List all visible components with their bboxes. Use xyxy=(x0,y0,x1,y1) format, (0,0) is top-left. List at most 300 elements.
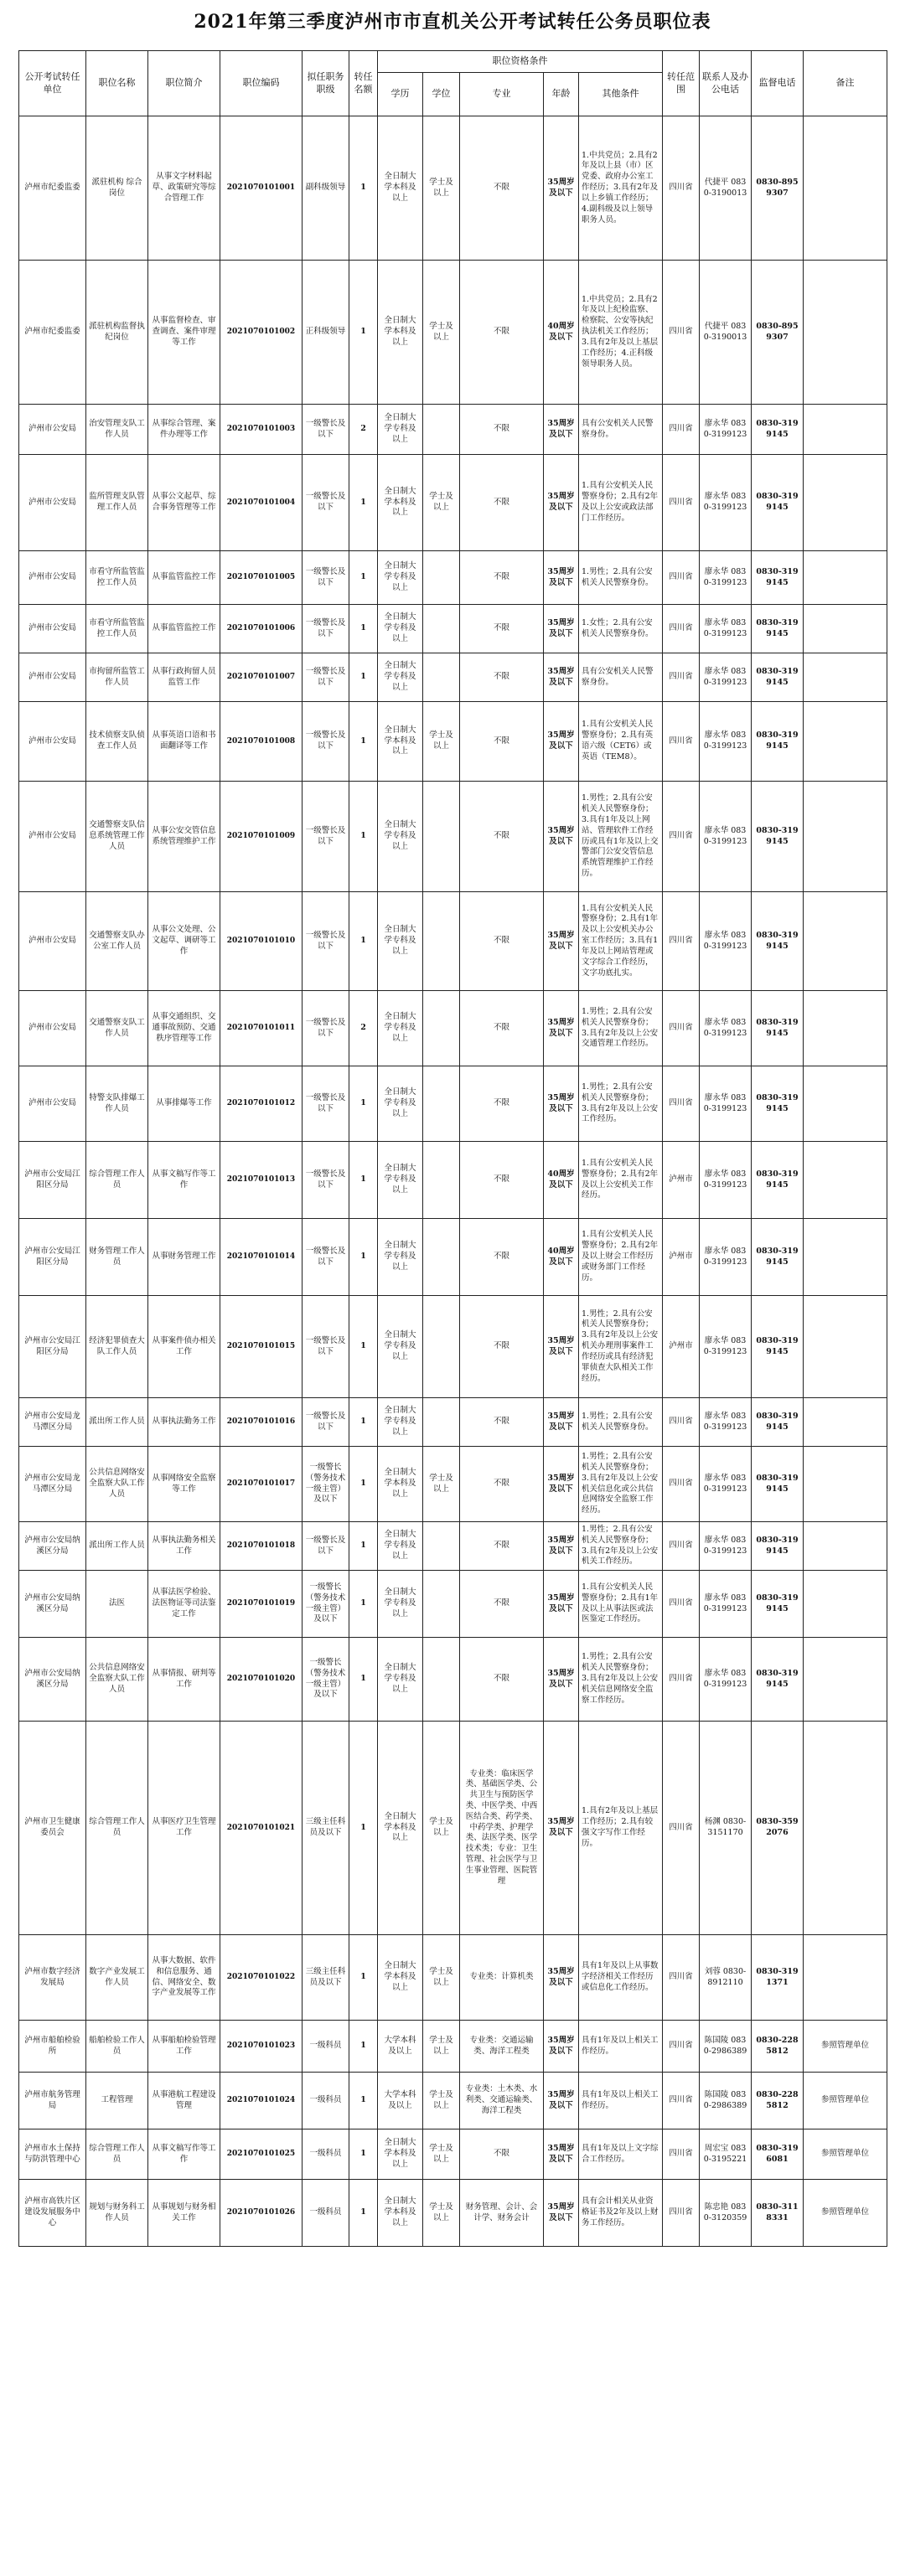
cell-contact: 廖永华 0830-3199123 xyxy=(700,653,752,702)
table-row xyxy=(19,2021,887,2073)
cell-rank: 一级科员 xyxy=(303,2180,349,2247)
cell-code: 2021070101019 xyxy=(220,1571,303,1638)
header-degree: 学位 xyxy=(423,73,460,116)
cell-quota: 1 xyxy=(349,892,378,991)
cell-quota: 1 xyxy=(349,551,378,605)
cell-degree xyxy=(423,782,460,892)
table-row xyxy=(19,892,887,991)
header-unit: 公开考试转任单位 xyxy=(19,51,86,116)
cell-quota: 1 xyxy=(349,261,378,405)
position-table xyxy=(18,50,887,2247)
cell-position-name: 法医 xyxy=(86,1571,148,1638)
cell-remark xyxy=(804,1522,887,1571)
table-row xyxy=(19,702,887,782)
cell-scope: 四川省 xyxy=(663,2073,700,2129)
cell-position-desc: 从事行政拘留人员监管工作 xyxy=(148,653,220,702)
cell-education: 全日制大学本科及以上 xyxy=(378,455,423,551)
cell-quota: 1 xyxy=(349,2021,378,2073)
table-row xyxy=(19,1219,887,1296)
cell-code: 2021070101005 xyxy=(220,551,303,605)
cell-education: 全日制大学本科及以上 xyxy=(378,2180,423,2247)
cell-quota: 1 xyxy=(349,653,378,702)
cell-quota: 1 xyxy=(349,116,378,261)
header-contact: 联系人及办公电话 xyxy=(700,51,752,116)
cell-remark xyxy=(804,1447,887,1522)
cell-education: 大学本科及以上 xyxy=(378,2021,423,2073)
cell-position-name: 综合管理工作人员 xyxy=(86,2129,148,2180)
cell-position-name: 交通警察支队工作人员 xyxy=(86,991,148,1066)
cell-code: 2021070101021 xyxy=(220,1722,303,1935)
cell-contact: 廖永华 0830-3199123 xyxy=(700,1219,752,1296)
cell-position-desc: 从事公文起草、综合事务管理等工作 xyxy=(148,455,220,551)
cell-age: 35周岁及以下 xyxy=(544,1296,579,1398)
cell-contact: 廖永华 0830-3199123 xyxy=(700,551,752,605)
cell-contact: 廖永华 0830-3199123 xyxy=(700,892,752,991)
cell-rank: 一级警长（警务技术一级主管）及以下 xyxy=(303,1447,349,1522)
cell-unit: 泸州市公安局龙马潭区分局 xyxy=(19,1447,86,1522)
cell-major: 专业类：土木类、水利类、交通运输类、海洋工程类 xyxy=(460,2073,544,2129)
cell-age: 35周岁及以下 xyxy=(544,1398,579,1447)
cell-age: 35周岁及以下 xyxy=(544,702,579,782)
cell-position-desc: 从事船舶检验管理工作 xyxy=(148,2021,220,2073)
table-row xyxy=(19,782,887,892)
cell-rank: 一级警长及以下 xyxy=(303,653,349,702)
cell-degree: 学士及以上 xyxy=(423,2073,460,2129)
cell-major: 不限 xyxy=(460,1447,544,1522)
cell-other: 具有1年及以上从事数字经济相关工作经历或信息化工作经历。 xyxy=(579,1935,663,2021)
cell-contact: 陈国陵 0830-2986389 xyxy=(700,2073,752,2129)
cell-quota: 1 xyxy=(349,1447,378,1522)
cell-age: 35周岁及以下 xyxy=(544,1522,579,1571)
cell-position-name: 市看守所监管监控工作人员 xyxy=(86,605,148,653)
cell-unit: 泸州市公安局纳溪区分局 xyxy=(19,1638,86,1722)
cell-rank: 一级警长及以下 xyxy=(303,455,349,551)
cell-position-name: 综合管理工作人员 xyxy=(86,1722,148,1935)
cell-code: 2021070101020 xyxy=(220,1638,303,1722)
cell-contact: 廖永华 0830-3199123 xyxy=(700,702,752,782)
cell-major: 不限 xyxy=(460,1219,544,1296)
table-row xyxy=(19,991,887,1066)
cell-degree: 学士及以上 xyxy=(423,702,460,782)
cell-supervise: 0830-3199145 xyxy=(752,551,804,605)
cell-degree xyxy=(423,1066,460,1142)
cell-major: 不限 xyxy=(460,1571,544,1638)
cell-other: 1.女性；2.具有公安机关人民警察身份。 xyxy=(579,605,663,653)
cell-major: 不限 xyxy=(460,405,544,455)
cell-supervise: 0830-3199145 xyxy=(752,455,804,551)
cell-other: 1.中共党员；2.具有2年及以上纪检监察、检察院、公安等执纪执法机关工作经历；3.具有2年及以上基层工作经历；4.正科级领导职务人员。 xyxy=(579,261,663,405)
cell-rank: 正科级领导 xyxy=(303,261,349,405)
cell-position-name: 公共信息网络安全监察大队工作人员 xyxy=(86,1638,148,1722)
cell-degree xyxy=(423,1398,460,1447)
cell-contact: 代捷平 0830-3190013 xyxy=(700,261,752,405)
cell-other: 1.男性；2.具有公安机关人民警察身份。 xyxy=(579,1398,663,1447)
table-row xyxy=(19,1447,887,1522)
table-row xyxy=(19,1522,887,1571)
cell-contact: 廖永华 0830-3199123 xyxy=(700,1447,752,1522)
cell-education: 全日制大学本科及以上 xyxy=(378,702,423,782)
cell-other: 1.男性；2.具有公安机关人民警察身份；3.具有2年及以上公安机关信息网络安全监察工作经历。 xyxy=(579,1638,663,1722)
cell-position-name: 数字产业发展工作人员 xyxy=(86,1935,148,2021)
table-row xyxy=(19,2073,887,2129)
cell-supervise: 0830-3199145 xyxy=(752,892,804,991)
cell-degree xyxy=(423,653,460,702)
cell-rank: 一级科员 xyxy=(303,2073,349,2129)
cell-quota: 1 xyxy=(349,1722,378,1935)
cell-rank: 一级警长（警务技术一级主管）及以下 xyxy=(303,1571,349,1638)
cell-position-desc: 从事规划与财务相关工作 xyxy=(148,2180,220,2247)
cell-supervise: 0830-2285812 xyxy=(752,2021,804,2073)
cell-position-name: 船舶检验工作人员 xyxy=(86,2021,148,2073)
cell-code: 2021070101001 xyxy=(220,116,303,261)
cell-supervise: 0830-3199145 xyxy=(752,1638,804,1722)
cell-major: 不限 xyxy=(460,702,544,782)
cell-education: 全日制大学专科及以上 xyxy=(378,1219,423,1296)
header-code: 职位编码 xyxy=(220,51,303,116)
cell-rank: 一级科员 xyxy=(303,2129,349,2180)
cell-other: 1.男性；2.具有公安机关人民警察身份；3.具有2年及以上公安机关工作经历。 xyxy=(579,1522,663,1571)
cell-scope: 四川省 xyxy=(663,1722,700,1935)
cell-education: 全日制大学本科及以上 xyxy=(378,261,423,405)
cell-education: 全日制大学专科及以上 xyxy=(378,653,423,702)
cell-other: 1.具有公安机关人民警察身份；2.具有2年及以上公安或政法部门工作经历。 xyxy=(579,455,663,551)
cell-age: 35周岁及以下 xyxy=(544,2073,579,2129)
cell-other: 具有1年及以上相关工作经历。 xyxy=(579,2073,663,2129)
cell-unit: 泸州市公安局 xyxy=(19,551,86,605)
cell-age: 35周岁及以下 xyxy=(544,1935,579,2021)
cell-degree xyxy=(423,1219,460,1296)
cell-position-name: 工程管理 xyxy=(86,2073,148,2129)
cell-quota: 1 xyxy=(349,2129,378,2180)
cell-remark xyxy=(804,261,887,405)
cell-quota: 1 xyxy=(349,2073,378,2129)
cell-scope: 四川省 xyxy=(663,261,700,405)
cell-major: 不限 xyxy=(460,991,544,1066)
cell-position-name: 财务管理工作人员 xyxy=(86,1219,148,1296)
cell-unit: 泸州市水土保持与防洪管理中心 xyxy=(19,2129,86,2180)
cell-position-name: 派驻机构监督执纪岗位 xyxy=(86,261,148,405)
table-body xyxy=(19,116,887,2247)
cell-supervise: 0830-8959307 xyxy=(752,116,804,261)
cell-education: 全日制大学专科及以上 xyxy=(378,782,423,892)
cell-contact: 廖永华 0830-3199123 xyxy=(700,1066,752,1142)
cell-unit: 泸州市纪委监委 xyxy=(19,261,86,405)
cell-degree: 学士及以上 xyxy=(423,2021,460,2073)
cell-position-name: 市看守所监管监控工作人员 xyxy=(86,551,148,605)
cell-contact: 周宏宝 0830-3195221 xyxy=(700,2129,752,2180)
cell-contact: 廖永华 0830-3199123 xyxy=(700,991,752,1066)
cell-unit: 泸州市公安局纳溪区分局 xyxy=(19,1522,86,1571)
cell-unit: 泸州市公安局 xyxy=(19,405,86,455)
cell-education: 全日制大学专科及以上 xyxy=(378,1638,423,1722)
cell-education: 大学本科及以上 xyxy=(378,2073,423,2129)
cell-age: 35周岁及以下 xyxy=(544,1571,579,1638)
cell-degree xyxy=(423,405,460,455)
cell-remark xyxy=(804,1722,887,1935)
cell-position-desc: 从事公文处理、公文起草、调研等工作 xyxy=(148,892,220,991)
header-rank: 拟任职务职级 xyxy=(303,51,349,116)
cell-major: 不限 xyxy=(460,1142,544,1219)
cell-position-desc: 从事综合管理、案件办理等工作 xyxy=(148,405,220,455)
cell-age: 35周岁及以下 xyxy=(544,605,579,653)
cell-quota: 1 xyxy=(349,1066,378,1142)
cell-scope: 四川省 xyxy=(663,116,700,261)
cell-major: 不限 xyxy=(460,261,544,405)
cell-code: 2021070101010 xyxy=(220,892,303,991)
cell-education: 全日制大学专科及以上 xyxy=(378,991,423,1066)
cell-code: 2021070101013 xyxy=(220,1142,303,1219)
cell-code: 2021070101018 xyxy=(220,1522,303,1571)
cell-remark: 参照管理单位 xyxy=(804,2073,887,2129)
cell-rank: 一级警长及以下 xyxy=(303,1398,349,1447)
cell-unit: 泸州市公安局 xyxy=(19,991,86,1066)
cell-quota: 1 xyxy=(349,702,378,782)
cell-major: 不限 xyxy=(460,1522,544,1571)
cell-position-name: 监所管理支队管理工作人员 xyxy=(86,455,148,551)
cell-education: 全日制大学专科及以上 xyxy=(378,551,423,605)
cell-degree xyxy=(423,892,460,991)
cell-other: 1.具有公安机关人民警察身份；2.具有1年及以上从事法医或法医鉴定工作经历。 xyxy=(579,1571,663,1638)
cell-degree xyxy=(423,1142,460,1219)
cell-age: 35周岁及以下 xyxy=(544,1066,579,1142)
cell-other: 1.男性；2.具有公安机关人民警察身份。 xyxy=(579,551,663,605)
cell-age: 35周岁及以下 xyxy=(544,1638,579,1722)
cell-major: 不限 xyxy=(460,1066,544,1142)
cell-scope: 四川省 xyxy=(663,1571,700,1638)
cell-position-desc: 从事大数据、软件和信息服务、通信、网络安全、数字产业发展等工作 xyxy=(148,1935,220,2021)
cell-age: 35周岁及以下 xyxy=(544,782,579,892)
cell-supervise: 0830-3592076 xyxy=(752,1722,804,1935)
cell-position-desc: 从事医疗卫生管理工作 xyxy=(148,1722,220,1935)
cell-scope: 四川省 xyxy=(663,1522,700,1571)
cell-code: 2021070101022 xyxy=(220,1935,303,2021)
cell-education: 全日制大学本科及以上 xyxy=(378,116,423,261)
cell-code: 2021070101015 xyxy=(220,1296,303,1398)
cell-supervise: 0830-3199145 xyxy=(752,1522,804,1571)
cell-quota: 1 xyxy=(349,1398,378,1447)
cell-degree: 学士及以上 xyxy=(423,1722,460,1935)
cell-age: 40周岁及以下 xyxy=(544,1142,579,1219)
header-supervise: 监督电话 xyxy=(752,51,804,116)
cell-supervise: 0830-8959307 xyxy=(752,261,804,405)
cell-remark xyxy=(804,605,887,653)
cell-other: 1.中共党员；2.具有2年及以上县（市）区党委、政府办公室工作经历；3.具有2年及以上乡镇工作经历；4.副科级及以上领导职务人员。 xyxy=(579,116,663,261)
cell-contact: 廖永华 0830-3199123 xyxy=(700,1571,752,1638)
cell-other: 具有会计相关从业资格证书及2年及以上财务工作经历。 xyxy=(579,2180,663,2247)
cell-unit: 泸州市公安局 xyxy=(19,1066,86,1142)
table-row xyxy=(19,605,887,653)
cell-supervise: 0830-3196081 xyxy=(752,2129,804,2180)
cell-degree: 学士及以上 xyxy=(423,261,460,405)
cell-position-desc: 从事排爆等工作 xyxy=(148,1066,220,1142)
cell-contact: 廖永华 0830-3199123 xyxy=(700,455,752,551)
cell-age: 35周岁及以下 xyxy=(544,2129,579,2180)
cell-education: 全日制大学专科及以上 xyxy=(378,1066,423,1142)
table-row xyxy=(19,551,887,605)
table-row xyxy=(19,1296,887,1398)
cell-supervise: 0830-3199145 xyxy=(752,1066,804,1142)
cell-remark xyxy=(804,1142,887,1219)
cell-unit: 泸州市公安局 xyxy=(19,605,86,653)
cell-scope: 四川省 xyxy=(663,2180,700,2247)
cell-quota: 1 xyxy=(349,1522,378,1571)
cell-age: 35周岁及以下 xyxy=(544,1722,579,1935)
cell-degree xyxy=(423,991,460,1066)
cell-unit: 泸州市航务管理局 xyxy=(19,2073,86,2129)
cell-remark: 参照管理单位 xyxy=(804,2129,887,2180)
cell-code: 2021070101025 xyxy=(220,2129,303,2180)
cell-other: 具有1年及以上相关工作经历。 xyxy=(579,2021,663,2073)
table-row xyxy=(19,1722,887,1935)
cell-scope: 四川省 xyxy=(663,1066,700,1142)
cell-degree xyxy=(423,1571,460,1638)
table-row xyxy=(19,1638,887,1722)
header-scope: 转任范围 xyxy=(663,51,700,116)
cell-other: 1.具有公安机关人民警察身份；2.具有2年及以上财会工作经历或财务部门工作经历。 xyxy=(579,1219,663,1296)
cell-position-desc: 从事执法勤务相关工作 xyxy=(148,1522,220,1571)
cell-remark xyxy=(804,782,887,892)
cell-code: 2021070101008 xyxy=(220,702,303,782)
cell-degree: 学士及以上 xyxy=(423,1447,460,1522)
cell-contact: 廖永华 0830-3199123 xyxy=(700,405,752,455)
cell-position-name: 派驻机构 综合岗位 xyxy=(86,116,148,261)
cell-supervise: 0830-3199145 xyxy=(752,1296,804,1398)
cell-age: 35周岁及以下 xyxy=(544,551,579,605)
cell-remark xyxy=(804,405,887,455)
cell-code: 2021070101009 xyxy=(220,782,303,892)
cell-degree: 学士及以上 xyxy=(423,116,460,261)
cell-other: 1.具有公安机关人民警察身份；2.具有1年及以上公安机关办公室工作经历；3.具有1年及以上网站管理或文字综合工作经历，文字功底扎实。 xyxy=(579,892,663,991)
cell-education: 全日制大学专科及以上 xyxy=(378,1398,423,1447)
cell-position-desc: 从事情报、研判等工作 xyxy=(148,1638,220,1722)
cell-scope: 四川省 xyxy=(663,782,700,892)
cell-contact: 陈忠艳 0830-3120359 xyxy=(700,2180,752,2247)
cell-other: 1.具有公安机关人民警察身份；2.具有英语六级（CET6）或英语（TEM8）。 xyxy=(579,702,663,782)
cell-unit: 泸州市公安局江阳区分局 xyxy=(19,1219,86,1296)
cell-remark xyxy=(804,116,887,261)
cell-remark: 参照管理单位 xyxy=(804,2021,887,2073)
cell-unit: 泸州市数字经济发展局 xyxy=(19,1935,86,2021)
cell-rank: 一级警长及以下 xyxy=(303,782,349,892)
cell-other: 具有公安机关人民警察身份。 xyxy=(579,405,663,455)
cell-remark xyxy=(804,702,887,782)
cell-scope: 四川省 xyxy=(663,551,700,605)
cell-major: 不限 xyxy=(460,1638,544,1722)
table-row xyxy=(19,116,887,261)
cell-position-name: 规划与财务科工作人员 xyxy=(86,2180,148,2247)
table-row xyxy=(19,1571,887,1638)
cell-major: 不限 xyxy=(460,2129,544,2180)
header-position-name: 职位名称 xyxy=(86,51,148,116)
cell-other: 1.具有公安机关人民警察身份；2.具有2年及以上公安机关工作经历。 xyxy=(579,1142,663,1219)
cell-education: 全日制大学本科及以上 xyxy=(378,1935,423,2021)
cell-rank: 一级警长及以下 xyxy=(303,1066,349,1142)
cell-supervise: 0830-3199145 xyxy=(752,605,804,653)
cell-major: 专业类：临床医学类、基础医学类、公共卫生与预防医学类、中医学类、中西医结合类、药学类、中药学类、护理学类、法医学类、医学技术类；专业：卫生管理、社会医学与卫生事业管理、医院管理 xyxy=(460,1722,544,1935)
cell-remark xyxy=(804,653,887,702)
cell-position-desc: 从事文字材料起草、政策研究等综合管理工作 xyxy=(148,116,220,261)
cell-remark xyxy=(804,1638,887,1722)
cell-position-name: 交通警察支队信息系统管理工作人员 xyxy=(86,782,148,892)
page-title: 2021年第三季度泸州市市直机关公开考试转任公务员职位表 xyxy=(194,11,711,33)
cell-other: 1.男性；2.具有公安机关人民警察身份；3.具有2年及以上公安机关办理刑事案件工作经历或具有经济犯罪侦查大队相关工作经历。 xyxy=(579,1296,663,1398)
cell-age: 35周岁及以下 xyxy=(544,653,579,702)
cell-contact: 廖永华 0830-3199123 xyxy=(700,1296,752,1398)
cell-position-desc: 从事交通组织、交通事故预防、交通秩序管理等工作 xyxy=(148,991,220,1066)
cell-age: 40周岁及以下 xyxy=(544,1219,579,1296)
table-row xyxy=(19,1142,887,1219)
cell-position-desc: 从事监督检查、审查调查、案件审理等工作 xyxy=(148,261,220,405)
cell-code: 2021070101016 xyxy=(220,1398,303,1447)
cell-scope: 泸州市 xyxy=(663,1142,700,1219)
cell-supervise: 0830-2285812 xyxy=(752,2073,804,2129)
cell-rank: 一级警长及以下 xyxy=(303,551,349,605)
cell-rank: 三级主任科员及以下 xyxy=(303,1935,349,2021)
cell-code: 2021070101017 xyxy=(220,1447,303,1522)
cell-remark xyxy=(804,1571,887,1638)
cell-quota: 2 xyxy=(349,405,378,455)
cell-unit: 泸州市公安局江阳区分局 xyxy=(19,1296,86,1398)
cell-rank: 三级主任科员及以下 xyxy=(303,1722,349,1935)
cell-position-name: 派出所工作人员 xyxy=(86,1522,148,1571)
cell-code: 2021070101024 xyxy=(220,2073,303,2129)
cell-rank: 一级警长及以下 xyxy=(303,702,349,782)
cell-major: 不限 xyxy=(460,653,544,702)
cell-scope: 四川省 xyxy=(663,455,700,551)
cell-code: 2021070101011 xyxy=(220,991,303,1066)
cell-supervise: 0830-3199145 xyxy=(752,1142,804,1219)
table-row xyxy=(19,1935,887,2021)
cell-other: 1.男性；2.具有公安机关人民警察身份；3.具有2年及以上公安工作经历。 xyxy=(579,1066,663,1142)
cell-quota: 1 xyxy=(349,1935,378,2021)
cell-scope: 四川省 xyxy=(663,991,700,1066)
cell-unit: 泸州市船舶检验所 xyxy=(19,2021,86,2073)
cell-code: 2021070101023 xyxy=(220,2021,303,2073)
cell-unit: 泸州市公安局江阳区分局 xyxy=(19,1142,86,1219)
cell-quota: 1 xyxy=(349,2180,378,2247)
cell-education: 全日制大学专科及以上 xyxy=(378,1571,423,1638)
cell-scope: 泸州市 xyxy=(663,1296,700,1398)
cell-other: 具有公安机关人民警察身份。 xyxy=(579,653,663,702)
table-row xyxy=(19,455,887,551)
cell-scope: 四川省 xyxy=(663,2129,700,2180)
cell-age: 35周岁及以下 xyxy=(544,892,579,991)
cell-contact: 刘蓉 0830-8912110 xyxy=(700,1935,752,2021)
cell-code: 2021070101012 xyxy=(220,1066,303,1142)
cell-position-desc: 从事文稿写作等工作 xyxy=(148,2129,220,2180)
cell-position-name: 公共信息网络安全监察大队工作人员 xyxy=(86,1447,148,1522)
cell-remark xyxy=(804,991,887,1066)
cell-remark xyxy=(804,551,887,605)
header-remark: 备注 xyxy=(804,51,887,116)
cell-scope: 四川省 xyxy=(663,1447,700,1522)
cell-quota: 1 xyxy=(349,1219,378,1296)
cell-position-desc: 从事法医学检验、法医物证等司法鉴定工作 xyxy=(148,1571,220,1638)
cell-contact: 代捷平 0830-3190013 xyxy=(700,116,752,261)
cell-supervise: 0830-3199145 xyxy=(752,1571,804,1638)
cell-remark xyxy=(804,1398,887,1447)
cell-degree xyxy=(423,1638,460,1722)
cell-degree: 学士及以上 xyxy=(423,2180,460,2247)
cell-education: 全日制大学本科及以上 xyxy=(378,1722,423,1935)
cell-major: 不限 xyxy=(460,782,544,892)
cell-position-desc: 从事英语口语和书面翻译等工作 xyxy=(148,702,220,782)
cell-education: 全日制大学专科及以上 xyxy=(378,1142,423,1219)
cell-age: 35周岁及以下 xyxy=(544,991,579,1066)
cell-rank: 一级科员 xyxy=(303,2021,349,2073)
cell-other: 1.具有2年及以上基层工作经历；2.具有较强文字写作工作经历。 xyxy=(579,1722,663,1935)
cell-remark xyxy=(804,1935,887,2021)
